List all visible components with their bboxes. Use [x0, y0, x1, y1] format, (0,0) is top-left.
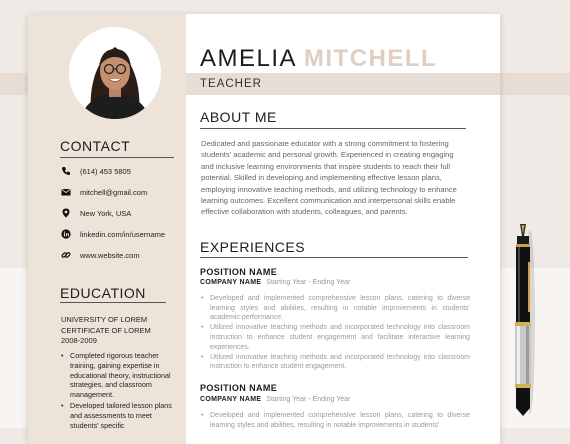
last-name: MITCHELL — [303, 45, 438, 72]
linkedin-icon — [61, 229, 71, 239]
company-name: COMPANY NAME — [200, 279, 262, 286]
position-bullet: • Developed and implemented comprehensive lesson plans, catering to diverse learning styles and abilities, resulting in notable improvements in students' — [200, 411, 470, 430]
position-title: POSITION NAME — [200, 383, 278, 393]
position-bullet: • Utilized innovative teaching methods and incorporated technology into classroom instruction to enhance student engagement. — [200, 353, 470, 372]
about-text: Dedicated and passionate educator with a strong commitment to fostering students' academic and personal growth. Experienced in creating engaging and inclusive learning environments that inspire students to reach their full potential. Skilled in developing and implementing effective lesson plans, employing innovative teaching methods, and utilizing technology to enhance learning outcomes. Excellent communication and interpersonal skills enable effective collaboration with students, colleagues, and parents. — [201, 139, 457, 217]
position-years: Starting Year - Ending Year — [266, 279, 351, 286]
contact-email — [61, 187, 147, 197]
email-text[interactable]: mitchell@gmail.com — [80, 187, 148, 197]
education-details — [61, 315, 176, 347]
phone-icon — [61, 166, 71, 176]
about-heading: ABOUT ME — [200, 109, 277, 125]
resume-page — [28, 14, 500, 444]
location-icon — [61, 208, 71, 218]
position-company-line — [200, 279, 350, 286]
company-name: COMPANY NAME — [200, 396, 262, 403]
position-bullet: • Developed and implemented comprehensive lesson plans, catering to diverse learning styles and abilities, resulting in notable improvements in students' academic performance. — [200, 294, 470, 323]
education-list — [61, 351, 179, 431]
website-icon — [61, 250, 71, 260]
education-school: UNIVERSITY OF LOREM — [61, 315, 148, 324]
education-divider — [60, 302, 166, 303]
experiences-heading: EXPERIENCES — [200, 239, 306, 255]
position-company-line — [200, 396, 350, 403]
about-divider — [200, 128, 466, 129]
website-text[interactable]: www.website.com — [80, 250, 140, 260]
education-years: 2008-2009 — [61, 336, 97, 345]
linkedin-text[interactable]: linkedin.com/in/username — [80, 229, 166, 239]
education-heading: EDUCATION — [60, 285, 146, 301]
fountain-pen-image — [508, 222, 538, 418]
location-text: New York, USA — [80, 208, 132, 218]
position-bullet: • Utilized innovative teaching methods and incorporated technology into classroom instruction to enhance student engagement and facilitate interactive learning experiences. — [200, 323, 470, 352]
experiences-divider — [200, 257, 468, 258]
contact-linkedin — [61, 229, 165, 239]
phone-text: (614) 453 5805 — [80, 166, 131, 176]
education-item: • Developed tailored lesson plans and assessments to meet students' specific — [61, 401, 179, 430]
job-title: TEACHER — [200, 78, 262, 90]
position-years: Starting Year - Ending Year — [266, 396, 351, 403]
position-title: POSITION NAME — [200, 267, 278, 277]
contact-heading: CONTACT — [60, 138, 131, 154]
full-name — [200, 45, 437, 73]
education-certificate: CERTIFICATE OF LOREM — [61, 325, 151, 335]
position-bullets — [200, 294, 470, 373]
contact-phone — [61, 166, 131, 176]
first-name: AMELIA — [200, 45, 296, 72]
contact-website — [61, 250, 140, 260]
profile-photo — [69, 27, 161, 119]
contact-location — [61, 208, 131, 218]
education-item: • Completed rigorous teacher training, gaining expertise in educational theory, instructional strategies, and classroom management. — [61, 351, 179, 400]
contact-divider — [60, 157, 174, 158]
email-icon — [61, 187, 71, 197]
